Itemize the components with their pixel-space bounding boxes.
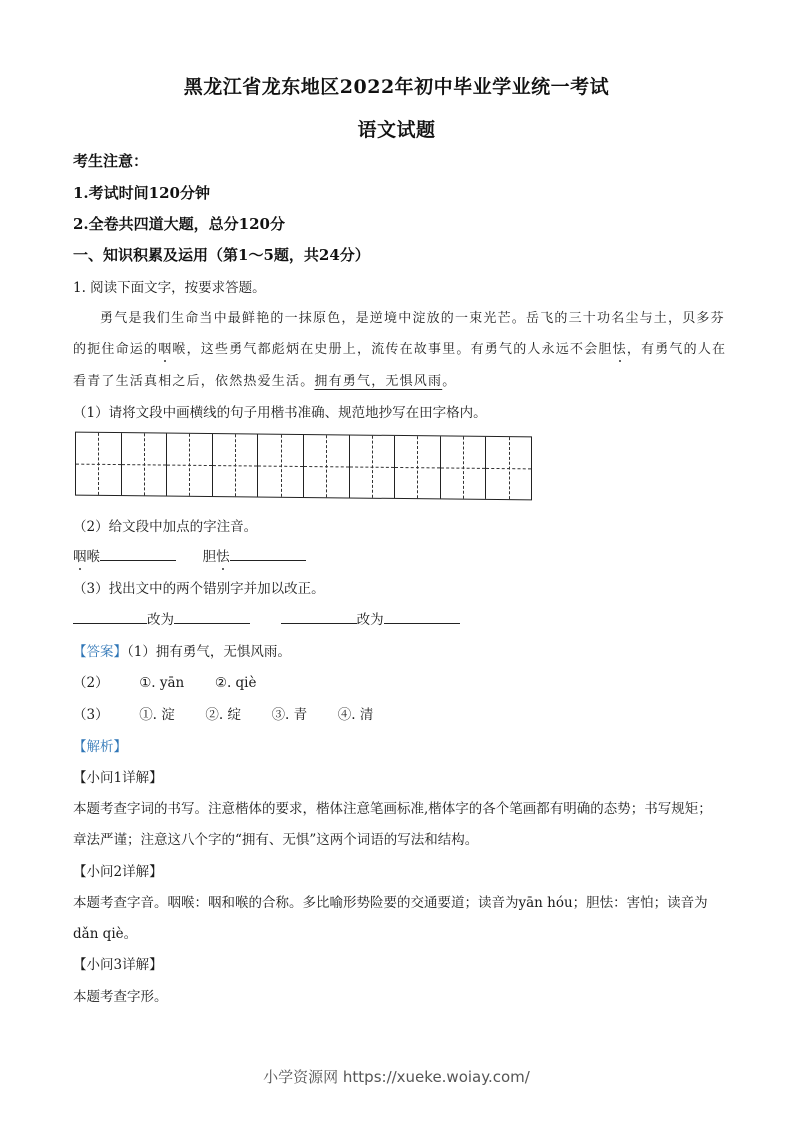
analysis-part-1-line-2: 章法严谨；注意这八个字的“拥有、无惧”这两个词语的写法和结构。 [73,832,479,848]
word-text: 喉 [86,549,100,565]
grid-cell [395,436,441,498]
dotted-char: 咽 [73,549,87,565]
answer-blank[interactable] [73,609,147,624]
answer-blank[interactable] [384,609,460,624]
passage-text: ，有勇气的人在 [626,342,727,357]
tianzige-grid [75,432,532,501]
change-to-label: 改为 [147,612,174,628]
word-text: 胆 [202,549,217,565]
analysis-part-3-heading: 【小问3详解】 [73,957,163,973]
answer-line-3 [73,703,373,723]
footer-watermark: 小学资源网 https://xueke.woiay.com/ [263,1068,530,1086]
grid-cell [441,436,487,498]
answer-item: ①. 淀 [139,707,175,723]
passage-text: 。 [442,374,457,389]
notice-item-1: 1.考试时间120分钟 [73,184,210,202]
answer-item: ②. 绽 [205,707,241,723]
dotted-char: 咽 [158,342,173,357]
analysis-part-1-line-1: 本题考查字词的书写。注意楷体的要求，楷体注意笔画标准,楷体字的各个笔画都有明确的态势；书写规矩； [73,801,712,817]
grid-cell [76,433,122,495]
analysis-part-3-line-1: 本题考查字形。 [73,989,168,1005]
answer-line-2 [73,671,256,691]
analysis-part-2-line-1: 本题考查字音。咽喉：咽和喉的合称。多比喻形势险要的交通要道；读音为yān hóu；胆怯：害怕；读音为 [73,895,708,911]
pinyin-blanks-row [73,545,306,565]
passage-line-1: 勇气是我们生命当中最鲜艳的一抹原色，是逆境中淀放的一束光芒。岳飞的三十功名尘与土，贝多芬 [100,311,725,326]
grid-cell [213,434,259,496]
sub-question-3: （3）找出文中的两个错别字并加以改正。 [73,581,325,597]
analysis-part-1-heading: 【小问1详解】 [73,770,163,786]
answer-blank[interactable] [230,546,306,561]
grid-cell [122,433,168,495]
grid-cell [167,434,213,496]
answer-blank[interactable] [281,609,357,624]
dotted-char: 怯 [612,342,627,357]
change-to-label: 改为 [356,612,384,628]
question-1-prompt: 1. 阅读下面文字，按要求答题。 [73,280,266,296]
passage-line-2 [73,338,726,357]
page-title: 黑龙江省龙东地区2022年初中毕业学业统一考试 [183,76,610,98]
grid-cell [258,435,304,497]
notice-heading: 考生注意： [73,152,149,170]
section-heading: 一、知识积累及运用（第1～5题，共24分） [73,246,370,264]
dotted-char: 怯 [216,549,230,565]
answer-line-1 [73,640,291,660]
underlined-sentence: 拥有勇气，无惧风雨 [314,374,443,389]
answer-sub-label: （2） [73,675,109,691]
grid-cell [304,435,350,497]
answer-blank[interactable] [100,546,176,561]
analysis-label: 【解析】 [73,739,127,755]
analysis-part-2-line-2: dǎn qiè。 [73,926,138,942]
correction-blanks-row [73,608,460,628]
answer-item: ④. 清 [337,707,374,723]
passage-text: 的扼住命运的 [73,342,159,357]
answer-item: ②. qiè [214,675,257,691]
grid-cell [350,435,396,497]
answer-text: （1）拥有勇气，无惧风雨。 [127,644,291,660]
sub-question-1: （1）请将文段中画横线的句子用楷书准确、规范地抄写在田字格内。 [73,405,487,421]
passage-text: 喉，这些勇气都彪炳在史册上，流传在故事里。有勇气的人永远不会胆 [172,342,613,357]
sub-question-2: （2）给文段中加点的字注音。 [73,519,258,535]
analysis-part-2-heading: 【小问2详解】 [73,864,163,880]
answer-sub-label: （3） [73,707,109,723]
grid-cell [486,437,531,499]
passage-text: 看青了生活真相之后，依然热爱生活。 [73,374,315,389]
answer-blank[interactable] [174,609,250,624]
answer-item: ①. yān [139,675,185,691]
page-subtitle: 语文试题 [357,119,436,141]
answer-item: ③. 青 [271,707,308,723]
passage-line-3 [73,370,456,389]
answer-label: 【答案】 [73,644,127,660]
notice-item-2: 2.全卷共四道大题，总分120分 [73,215,285,233]
